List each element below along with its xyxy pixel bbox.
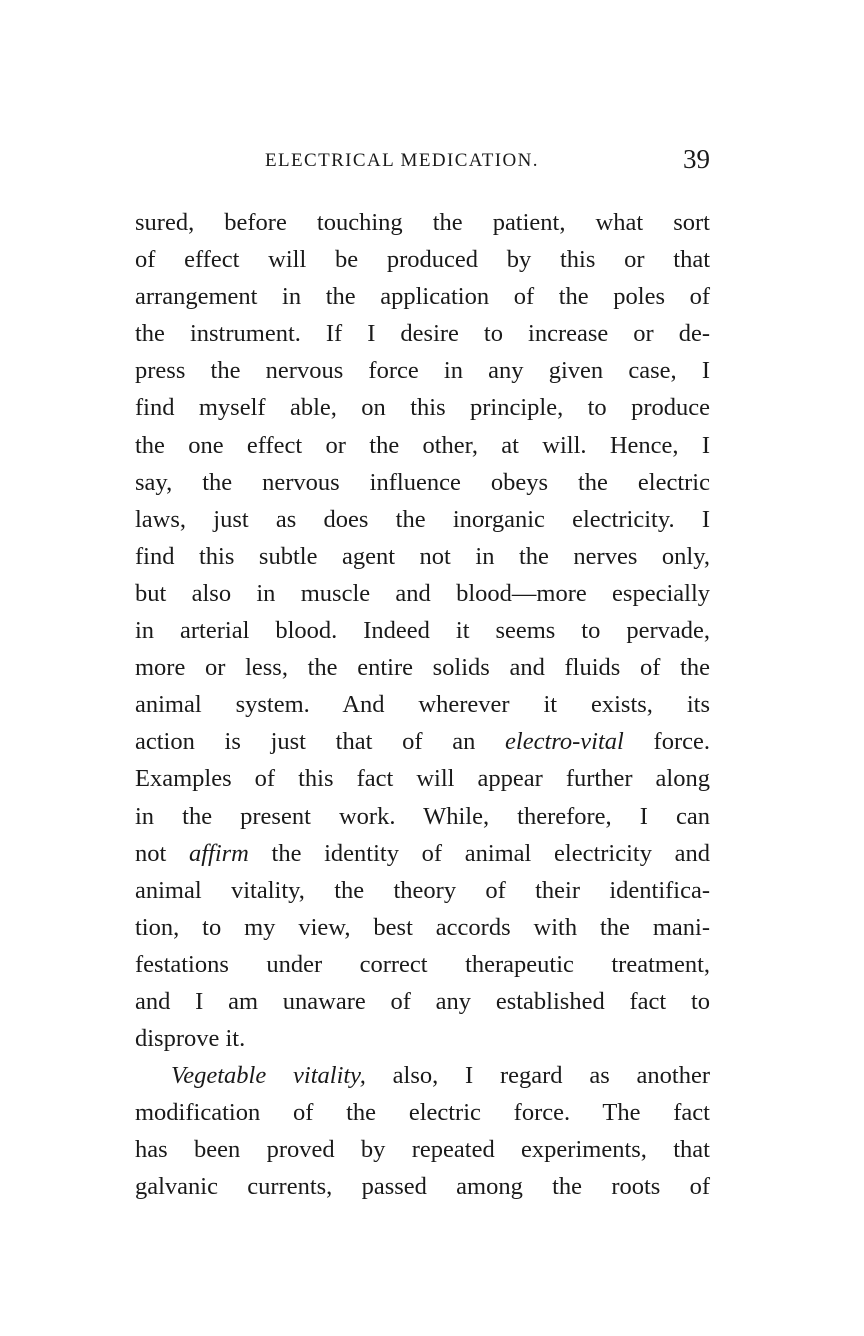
text-line: find this subtle agent not in the nerves only, (135, 542, 710, 570)
text-line: animal vitality, the theory of their identifica- (135, 876, 710, 904)
text-line: press the nervous force in any given case, I (135, 357, 710, 385)
italic-term: affirm (188, 839, 249, 867)
text-line: animal system. And wherever it exists, its (135, 691, 710, 719)
text-line: not affirm the identity of animal electricity and (135, 839, 710, 867)
text-line: the one effect or the other, at will. Hence, I (135, 431, 710, 459)
text-line: the instrument. If I desire to increase or de- (135, 320, 710, 348)
text-line: more or less, the entire solids and fluids of the (135, 654, 710, 682)
text-line: and I am unaware of any established fact to (135, 987, 710, 1015)
italic-term: Vegetable vitality, (171, 1062, 366, 1090)
text-line: action is just that of an electro-vital force. (135, 728, 710, 756)
running-head-title: ELECTRICAL MEDICATION. (265, 150, 539, 171)
text-line: festations under correct therapeutic treatment, (135, 950, 710, 978)
paragraph-start-line: Vegetable vitality, also, I regard as another (171, 1062, 710, 1090)
text-line: has been proved by repeated experiments, that (135, 1136, 710, 1164)
paragraph-end-line: disprove it. (135, 1025, 246, 1053)
text-line: modification of the electric force. The fact (135, 1099, 710, 1127)
text-line: in arterial blood. Indeed it seems to pervade, (135, 617, 710, 645)
text-line: in the present work. While, therefore, I can (135, 802, 710, 830)
text-line: but also in muscle and blood—more especially (135, 579, 710, 607)
text-line: arrangement in the application of the poles of (135, 283, 710, 311)
page-number: 39 (683, 144, 710, 174)
text-line: say, the nervous influence obeys the electric (135, 468, 710, 496)
text-line: find myself able, on this principle, to produce (135, 394, 710, 422)
text-line: sured, before touching the patient, what sort (135, 209, 710, 236)
running-head (135, 144, 710, 178)
text-line: of effect will be produced by this or that (135, 246, 710, 274)
text-line: tion, to my view, best accords with the mani- (135, 913, 710, 941)
italic-term: electro-vital (505, 728, 624, 756)
body-text (135, 204, 710, 1206)
text-line: laws, just as does the inorganic electricity. I (135, 505, 710, 533)
text-line: galvanic currents, passed among the roots of (135, 1173, 710, 1201)
text-line: Examples of this fact will appear further along (135, 765, 710, 793)
